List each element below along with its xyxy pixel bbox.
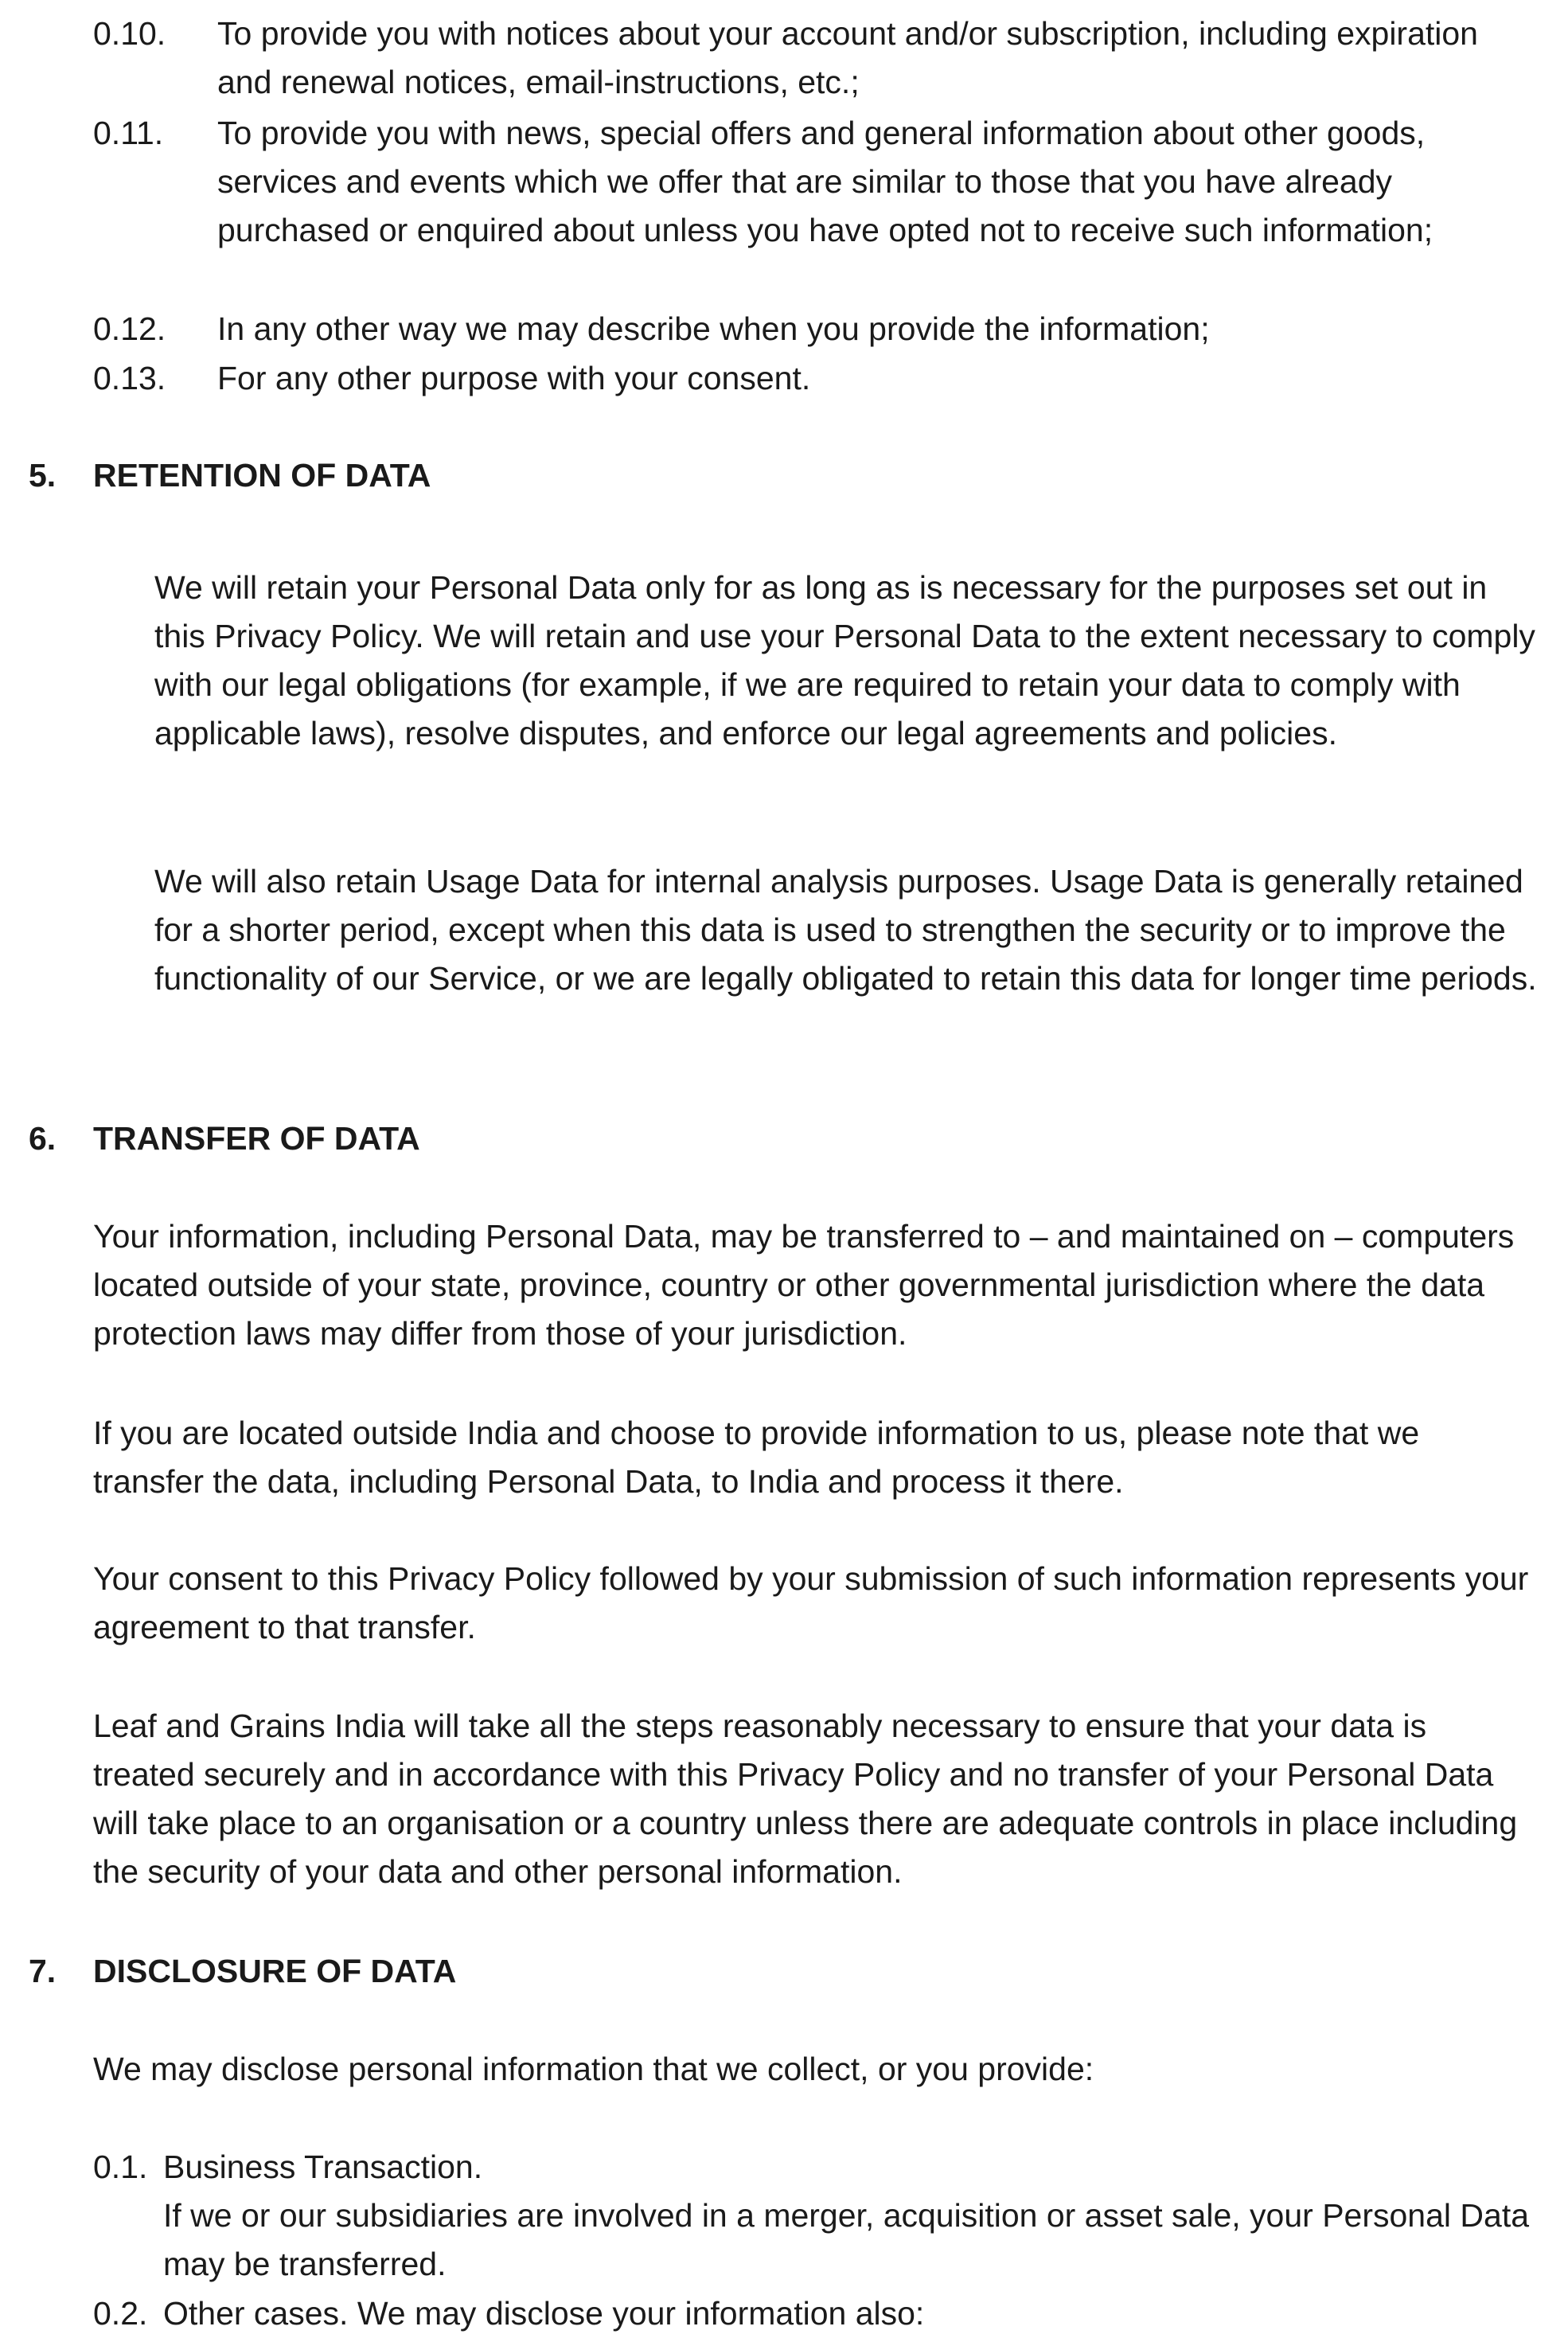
list-item-text: For any other purpose with your consent. bbox=[217, 360, 811, 396]
sub-item-number: 0.2. bbox=[93, 2295, 148, 2332]
section-heading-transfer bbox=[29, 1114, 420, 1163]
paragraph: We will also retain Usage Data for internal analysis purposes. Usage Data is generally retained for a shorter period, except when this data is used to strengthen the security or to improve the functionality of our Service, or we are legally obligated to retain this data for longer time periods. bbox=[154, 863, 1537, 997]
paragraph: If you are located outside India and choose to provide information to us, please note that we transfer the data, including Personal Data, to India and process it there. bbox=[93, 1415, 1420, 1500]
section-heading-retention bbox=[29, 451, 431, 500]
section-title: TRANSFER OF DATA bbox=[93, 1120, 420, 1157]
list-item-number: 0.10. bbox=[93, 15, 166, 52]
sub-item bbox=[93, 2289, 1542, 2338]
list-item bbox=[93, 305, 1526, 353]
list-item-number: 0.13. bbox=[93, 360, 166, 396]
list-item bbox=[93, 10, 1526, 107]
list-item bbox=[93, 354, 1526, 403]
paragraph: We will retain your Personal Data only for as long as is necessary for the purposes set out in this Privacy Policy. We will retain and use your Personal Data to the extent necessary to comply with our legal obligations (for example, if we are required to retain your data to comply with applicable laws), resolve disputes, and enforce our legal agreements and policies. bbox=[154, 569, 1535, 751]
sub-item-heading: Other cases. We may disclose your information also: bbox=[163, 2295, 925, 2332]
list-item-number: 0.12. bbox=[93, 310, 166, 347]
section-number: 5. bbox=[29, 457, 57, 494]
paragraph: We may disclose personal information that we collect, or you provide: bbox=[93, 2051, 1094, 2087]
section-title: RETENTION OF DATA bbox=[93, 457, 431, 494]
section-heading-disclosure bbox=[29, 1947, 456, 1996]
sub-item-number: 0.1. bbox=[93, 2149, 148, 2185]
paragraph: Leaf and Grains India will take all the steps reasonably necessary to ensure that your data is treated securely and in accordance with this Privacy Policy and no transfer of your Personal Data will take place to an organisation or a country unless there are adequate controls in place including the security of your data and other personal information. bbox=[93, 1708, 1518, 1890]
sub-item-heading: Business Transaction. bbox=[163, 2149, 483, 2185]
list-item-number: 0.11. bbox=[93, 115, 164, 151]
sub-item bbox=[93, 2143, 1542, 2289]
paragraph: Your consent to this Privacy Policy followed by your submission of such information represents your agreement to that transfer. bbox=[93, 1560, 1529, 1645]
section-title: DISCLOSURE OF DATA bbox=[93, 1953, 457, 1989]
section-number: 7. bbox=[29, 1953, 57, 1989]
list-item-text: To provide you with news, special offers and general information about other goods, services and events which we offer that are similar to those that you have already purchased or enquired about unless you have opted not to receive such information; bbox=[217, 115, 1433, 248]
list-item bbox=[93, 109, 1526, 255]
section-number: 6. bbox=[29, 1120, 57, 1157]
list-item-text: To provide you with notices about your account and/or subscription, including expiration and renewal notices, email-instructions, etc.; bbox=[217, 15, 1478, 100]
sub-item-text: If we or our subsidiaries are involved in a merger, acquisition or asset sale, your Personal Data may be transferred. bbox=[163, 2197, 1530, 2282]
list-item-text: In any other way we may describe when you provide the information; bbox=[217, 310, 1210, 347]
paragraph: Your information, including Personal Data, may be transferred to – and maintained on – computers located outside of your state, province, country or other governmental jurisdiction where the data protection laws may differ from those of your jurisdiction. bbox=[93, 1218, 1515, 1352]
